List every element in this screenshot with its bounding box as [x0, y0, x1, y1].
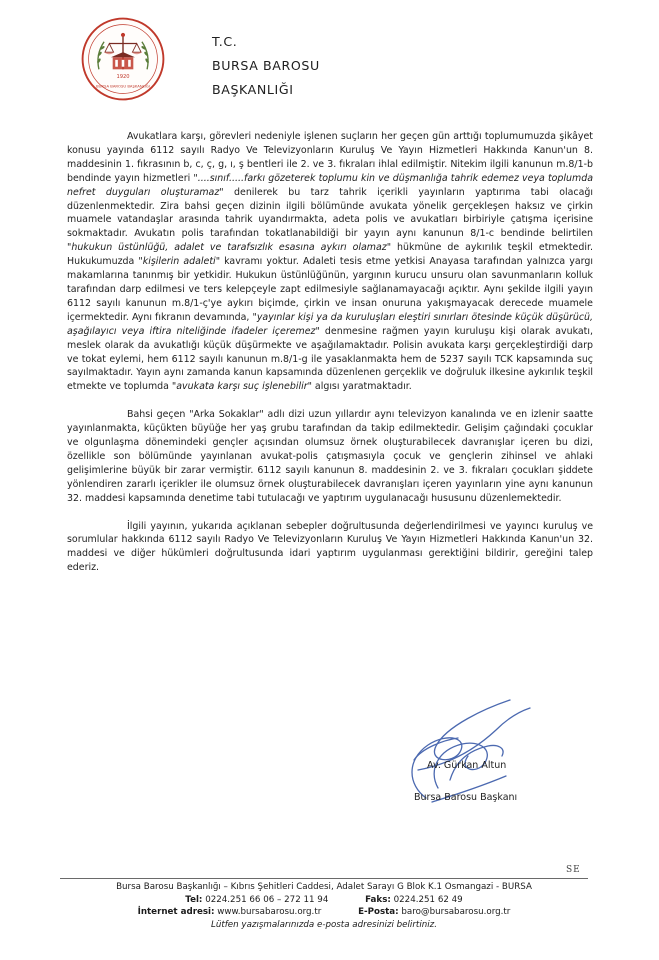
- seal-year: 1920: [116, 73, 130, 80]
- italic-quote: hukukun üstünlüğü, adalet ve tarafsızlık esasına aykırı olamaz: [71, 242, 387, 254]
- signatory-title: Bursa Barosu Başkanı: [414, 792, 518, 803]
- italic-quote: kişilerin adaleti: [142, 256, 216, 268]
- paragraph-text: Bahsi geçen "Arka Sokaklar" adlı dizi uzun yıllardır aynı televizyon kanalında ve en izlenir saatte yayınlanmakta, küçükten büyüğe her yaş grubu tarafından da takip edilmektedir. Gelişim çağındaki çocuklar ve olgunlaşma dönemindeki gençler açısından olumsuz örnek oluşturabilecek davranışlar içeren bu dizi, özellikle son bölümünde yayınlanan avukat-polis çatışmasıyla çocuk ve gençlerin zihinsel ve ahlaki gelişimlerine büyük bir zarar vermiştir. 6112 sayılı kanunun 8. maddesinin 2. ve 3. fıkraları çocukları şiddete yönlendiren zararlı içerikler ile olumsuz örnek oluşturabilecek davranışları içeren yayınların yine aynı kanunun 32. maddesi kapsamında denetime tabi tutulacağı ve yaptırım uygulanacağı hususunu düzenlemektedir.: [67, 409, 593, 504]
- letterhead: [212, 30, 320, 102]
- phone-label: Tel:: [185, 894, 203, 905]
- paragraph-text: " hükmüne de aykırılık teşkil etmektedir. Hukukumuzda ": [67, 242, 593, 268]
- footer-web-email-line: [60, 906, 588, 919]
- paragraph-text: " algısı yaratmaktadır.: [307, 381, 412, 393]
- footer: [60, 881, 588, 931]
- bursa-barosu-seal-logo: [80, 16, 166, 102]
- letter-body: [67, 130, 593, 589]
- letterhead-tc: T.C.: [212, 34, 238, 49]
- fax-value: 0224.251 62 49: [393, 894, 463, 905]
- fax-label: Faks:: [365, 894, 391, 905]
- footer-divider: [60, 878, 588, 879]
- italic-quote: ....sınıf.....farkı gözeterek toplumu kin ve düşmanlığa tahrik edemez veya toplumda nefret duyguları oluşturamaz: [67, 172, 593, 198]
- body-paragraph-2: [67, 408, 593, 505]
- signatory-name: Av. Gürkan Altun: [427, 760, 507, 771]
- email-label: E-Posta:: [358, 907, 399, 918]
- footer-note: Lütfen yazışmalarınızda e-posta adresinizi belirtiniz.: [211, 919, 437, 930]
- letterhead-org: BURSA BAROSU: [212, 58, 320, 73]
- email-link[interactable]: baro@bursabarosu.org.tr: [401, 907, 511, 918]
- phone-value: 0224.251 66 06 – 272 11 94: [205, 894, 329, 905]
- italic-quote: yayınlar kişi ya da kuruluşları eleştiri sınırları ötesinde küçük düşürücü, aşağılayıcı veya iftira niteliğinde ifadeler içeremez: [67, 311, 593, 337]
- body-paragraph-1: [67, 130, 593, 394]
- website-link[interactable]: www.bursabarosu.org.tr: [217, 907, 322, 918]
- body-paragraph-3: [67, 520, 593, 576]
- footer-address: Bursa Barosu Başkanlığı – Kıbrıs Şehitleri Caddesi, Adalet Sarayı G Blok K.1 Osmangazi - BURSA: [116, 882, 532, 892]
- letterhead-office: BAŞKANLIĞI: [212, 82, 294, 97]
- seal-caption: BURSA BAROSU BAŞKANLIĞI: [96, 83, 150, 89]
- paragraph-text: " denmesine rağmen yayın kuruluşu kişi olarak avukatı, meslek olarak da avukatlığı küçük düşürmekte ve aşağılamaktadır. Polisin avukata karşı gerçekleştirdiği darp ve tokat eylemi, hem 6112 sayılı kanunun m.8/1-g ile yasaklanmakta hem de 5237 sayılı TCK kapsamında suç sayılmaktadır. Yayın aynı zamanda kanun kapsamında düzenlenen gerçeklik ve doğruluk ilkesine aykırılık teşkil etmekte ve toplumda ": [67, 325, 593, 393]
- footer-phone-fax-line: [60, 894, 588, 907]
- paragraph-text: Avukatlara karşı, görevleri nedeniyle işlenen suçların her geçen gün arttığı toplumumuzda şikâyet konusu yayında 6112 sayılı Radyo Ve Televizyonların Kuruluş Ve Yayın Hizmetleri Hakkında Kanun'un 8. maddesinin 1. fıkrasının b, c, ç, g, ı, ş bentleri ile 2. ve 3. fıkraları ihlal edilmiştir. Nitekim ilgili kanunun m.8/1-b bendinde yayın hizmetleri ": [67, 131, 593, 184]
- paragraph-text: " denilerek bu tarz tahrik içerikli yayınların yaptırıma tabi olacağı düzenlenmektedir. Zira bahsi geçen dizinin ilgili bölümünde avukata yönelik gerçekleşen haksız ve çirkin muamele vatandaşlar arasında tahrik uyandırmakta, adeta polis ve avukatları birbiriyle çatışma içerisine sokmaktadır. Avukatın polis tarafından tokatlanabildiği bir yayın aynı kanunun 8/1-c bendinde belirtilen ": [67, 186, 593, 254]
- website-label: İnternet adresi:: [137, 907, 215, 918]
- paragraph-text: " kavramı yoktur. Adaleti tesis etme yetkisi Anayasa tarafından yalnızca yargı makamlarına tanınmış bir yetkidir. Hukukun üstünlüğünün, yargının kurucu unsuru olan savunmanların kolluk tarafından darp edilmesi ve ters kelepçeyle zapt edilmesiyle sağlanamayacağı açıktır. Aynı şekilde ilgili yayın 6112 sayılı kanunun m.8/1-ç'ye aykırı biçimde, çirkin ve insan onuruna yakışmayacak derecede muamele içermektedir. Aynı fıkranın devamında, ": [67, 256, 593, 323]
- italic-quote: avukata karşı suç işlenebilir: [176, 381, 308, 393]
- page-mark: SE: [566, 865, 581, 875]
- paragraph-text: İlgili yayının, yukarıda açıklanan sebepler doğrultusunda değerlendirilmesi ve yayıncı kuruluş ve sorumlular hakkında 6112 sayılı Radyo Ve Televizyonların Kuruluş Ve Yayın Hizmetleri Hakkında Kanun'un 32. maddesi ve diğer hükümleri doğrultusunda idari yaptırım uygulanması gerektiğini bildirir, gereğini talep ederiz.: [67, 520, 593, 574]
